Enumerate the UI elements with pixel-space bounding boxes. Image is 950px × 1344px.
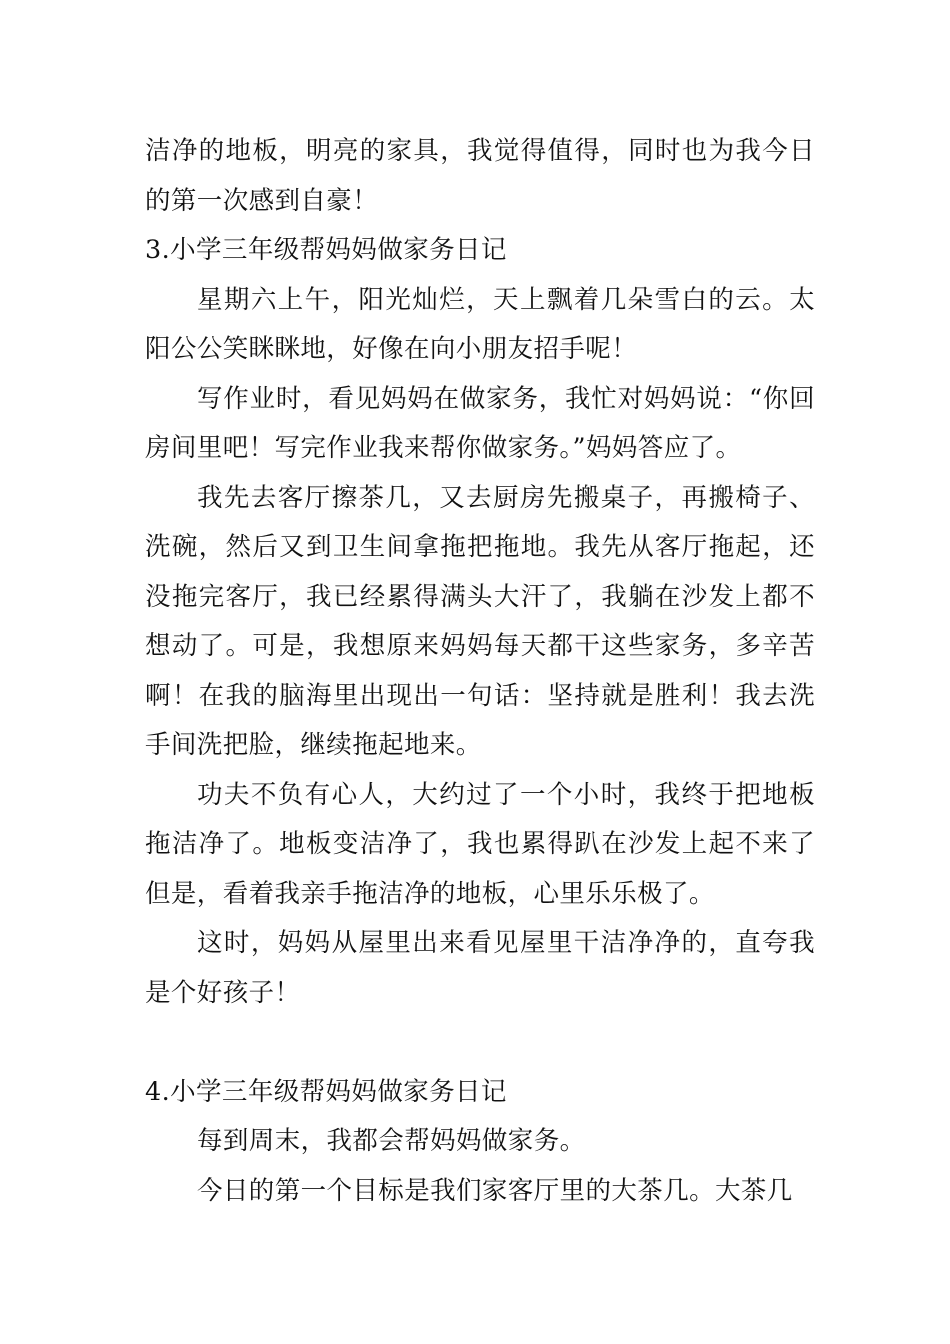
section-3-paragraph-2: 写作业时，看见妈妈在做家务，我忙对妈妈说：“你回房间里吧！写完作业我来帮你做家务。”妈妈答应了。 — [145, 383, 815, 463]
intro-paragraph: 洁净的地板，明亮的家具，我觉得值得，同时也为我今日的第一次感到自豪！ — [145, 136, 815, 216]
section-3-paragraph-3: 我先去客厅擦茶几，又去厨房先搬桌子，再搬椅子、洗碗，然后又到卫生间拿拖把拖地。我先从客厅拖起，还没拖完客厅，我已经累得满头大汗了，我躺在沙发上都不想动了。可是，我想原来妈妈每天都干这些家务，多辛苦啊！在我的脑海里出现出一句话：坚持就是胜利！我去洗手间洗把脸，继续拖起地来。 — [145, 482, 815, 760]
section-4-heading: 4.小学三年级帮妈妈做家务日记 — [145, 1076, 507, 1107]
document-body — [145, 127, 815, 1216]
section-3-paragraph-1: 星期六上午，阳光灿烂，天上飘着几朵雪白的云。太阳公公笑眯眯地，好像在向小朋友招手呢！ — [145, 284, 815, 364]
section-4-paragraph-1: 每到周末，我都会帮妈妈做家务。 — [197, 1126, 586, 1156]
section-3-heading: 3.小学三年级帮妈妈做家务日记 — [145, 235, 507, 265]
section-gap — [145, 1018, 815, 1068]
section-3-paragraph-4: 功夫不负有心人，大约过了一个小时，我终于把地板拖洁净了。地板变洁净了，我也累得趴在沙发上起不来了但是，看着我亲手拖洁净的地板，心里乐乐极了。 — [145, 779, 815, 909]
section-4-paragraph-2: 今日的第一个目标是我们家客厅里的大茶几。大茶几 — [197, 1175, 793, 1206]
section-3-paragraph-5: 这时，妈妈从屋里出来看见屋里干洁净净的，直夸我是个好孩子！ — [145, 928, 815, 1008]
